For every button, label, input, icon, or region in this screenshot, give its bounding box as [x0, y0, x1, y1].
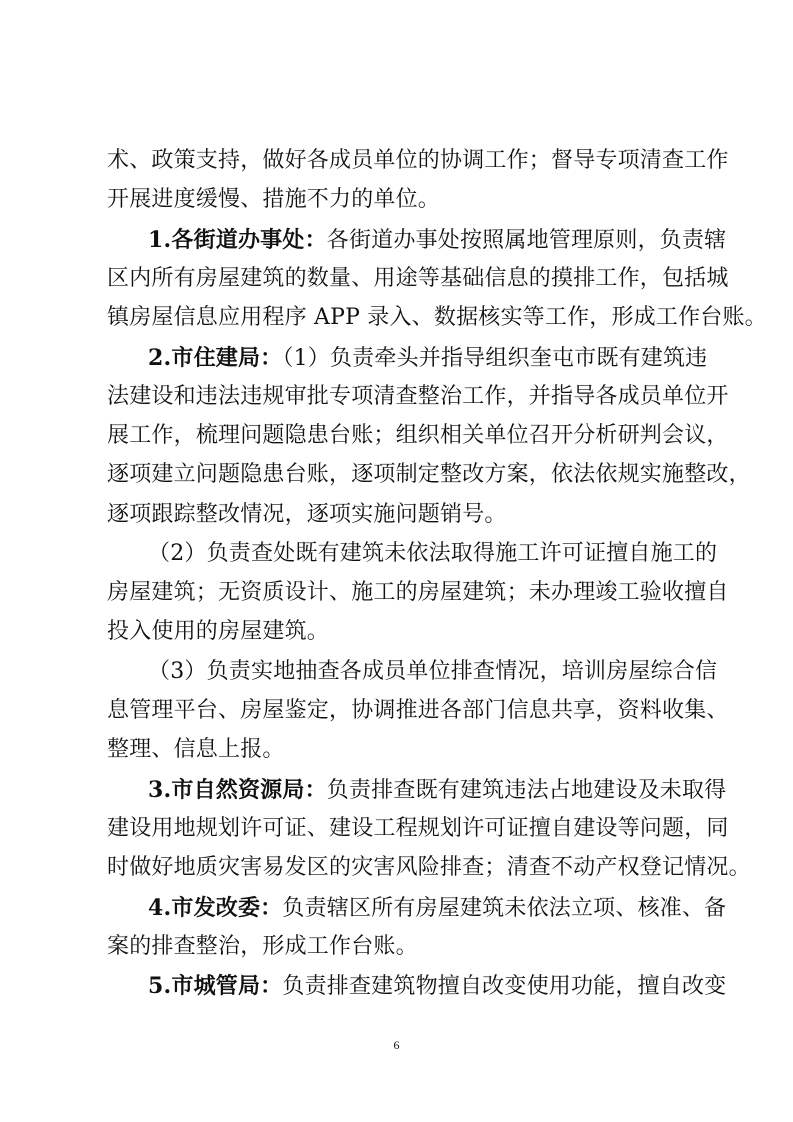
- section-heading: 3.市自然资源局：: [148, 777, 327, 803]
- text-line: 区内所有房屋建筑的数量、用途等基础信息的摸排工作，包括城: [107, 266, 729, 291]
- section-heading: 2.市住建局：: [148, 345, 283, 371]
- text-line: （3）负责实地抽查各成员单位排查情况，培训房屋综合信: [148, 659, 718, 684]
- text-line: 整理、信息上报。: [107, 737, 285, 762]
- text-line: 法建设和违法违规审批专项清查整治工作，并指导各成员单位开: [107, 384, 729, 409]
- text-line: 息管理平台、房屋鉴定，协调推进各部门信息共享，资料收集、: [107, 698, 729, 723]
- text-line: 案的排查整治，形成工作台账。: [107, 934, 418, 959]
- paragraph-natural-resources: [148, 775, 726, 806]
- text-line: 负责排查建筑物擅自改变使用功能，擅自改变: [282, 974, 727, 999]
- section-heading: 4.市发改委：: [148, 895, 283, 921]
- text-line: 时做好地质灾害易发区的灾害风险排查；清查不动产权登记情况。: [107, 855, 751, 880]
- text-line: 术、政策支持，做好各成员单位的协调工作；督导专项清查工作: [107, 148, 729, 173]
- text-line: 逐项建立问题隐患台账，逐项制定整改方案，依法依规实施整改，: [107, 462, 751, 487]
- text-line: （1）负责牵头并指导组织奎屯市既有建筑违: [282, 346, 708, 371]
- text-line: 建设用地规划许可证、建设工程规划许可证擅自建设等问题，同: [107, 816, 729, 841]
- paragraph-urban-management: [148, 971, 726, 1002]
- text-line: 各街道办事处按照属地管理原则，负责辖: [326, 228, 727, 253]
- text-line: 房屋建筑；无资质设计、施工的房屋建筑；未办理竣工验收擅自: [107, 580, 729, 605]
- text-line: 展工作，梳理问题隐患台账；组织相关单位召开分析研判会议，: [107, 423, 729, 448]
- text-line: 开展进度缓慢、措施不力的单位。: [107, 187, 441, 212]
- page-number: 6: [393, 1038, 400, 1052]
- text-line: 负责排查既有建筑违法占地建设及未取得: [326, 778, 727, 803]
- section-heading: 5.市城管局：: [148, 973, 283, 999]
- paragraph-street-offices: [148, 225, 726, 256]
- text-line: 投入使用的房屋建筑。: [107, 619, 330, 644]
- text-line: （2）负责查处既有建筑未依法取得施工许可证擅自施工的: [148, 541, 718, 566]
- text-line: 镇房屋信息应用程序 APP 录入、数据核实等工作，形成工作台账。: [107, 305, 767, 330]
- paragraph-development-reform: [148, 893, 726, 924]
- text-line: 逐项跟踪整改情况，逐项实施问题销号。: [107, 502, 507, 527]
- text-line: 负责辖区所有房屋建筑未依法立项、核准、备: [282, 896, 727, 921]
- paragraph-housing-bureau: [148, 343, 707, 374]
- section-heading: 1.各街道办事处：: [148, 227, 327, 253]
